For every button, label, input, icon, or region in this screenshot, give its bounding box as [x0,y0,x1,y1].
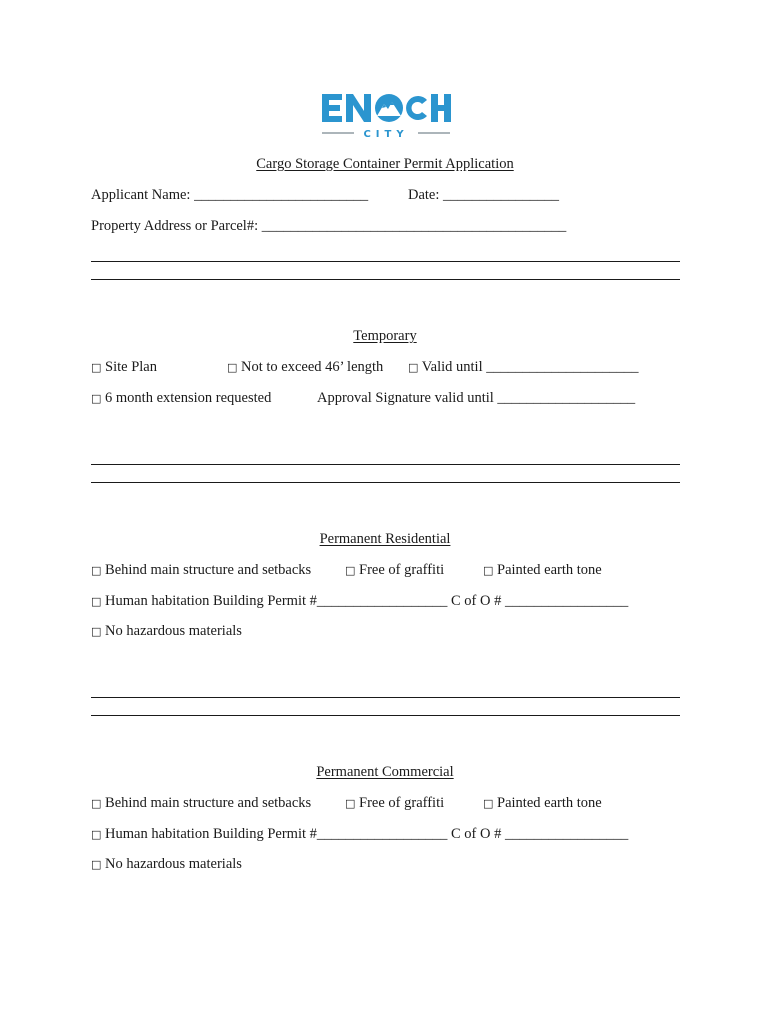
checkbox-label: Human habitation Building Permit #__________________ C of O # _________________ [105,826,629,842]
checkbox-label: 6 month extension requested [105,390,272,406]
enoch-city-logo [318,88,454,140]
checkbox-icon[interactable]: □ [91,797,102,810]
property-address-field[interactable]: Property Address or Parcel#: __________________________________________ [91,218,567,234]
checkbox-label: No hazardous materials [105,623,242,639]
checkbox-com-earth-tone[interactable] [483,794,602,813]
checkbox-com-habitation[interactable] [91,825,628,844]
checkbox-res-habitation[interactable] [91,592,628,611]
divider-line [91,482,680,483]
checkbox-icon[interactable]: □ [91,828,102,841]
form-title: Cargo Storage Container Permit Application [256,156,514,172]
checkbox-site-plan[interactable] [91,358,157,377]
checkbox-label: Valid until _____________________ [421,359,639,375]
checkbox-res-earth-tone[interactable] [483,561,602,580]
checkbox-label: Painted earth tone [497,795,602,811]
checkbox-com-hazardous[interactable] [91,855,242,874]
checkbox-res-graffiti[interactable] [345,561,444,580]
checkbox-label: Site Plan [105,359,157,375]
checkbox-icon[interactable]: □ [483,564,494,577]
checkbox-res-behind-structure[interactable] [91,561,311,580]
checkbox-icon[interactable]: □ [227,361,238,374]
section-heading-commercial: Permanent Commercial [316,764,454,780]
checkbox-label: Behind main structure and setbacks [105,795,312,811]
checkbox-valid-until[interactable] [408,358,638,377]
divider-line [91,279,680,280]
checkbox-icon[interactable]: □ [91,361,102,374]
divider-line [91,261,680,262]
checkbox-icon[interactable]: □ [408,361,419,374]
divider-line [91,697,680,698]
checkbox-label: Painted earth tone [497,562,602,578]
checkbox-icon[interactable]: □ [483,797,494,810]
approval-signature-field[interactable]: Approval Signature valid until ___________________ [317,390,636,406]
checkbox-icon[interactable]: □ [345,564,356,577]
checkbox-label: Not to exceed 46’ length [241,359,384,375]
checkbox-label: Behind main structure and setbacks [105,562,312,578]
checkbox-label: Free of graffiti [359,795,445,811]
checkbox-label: Free of graffiti [359,562,445,578]
checkbox-label: No hazardous materials [105,856,242,872]
section-heading-residential: Permanent Residential [319,531,451,547]
checkbox-length[interactable] [227,358,383,377]
divider-line [91,464,680,465]
svg-text:CITY: CITY [363,129,409,140]
checkbox-icon[interactable]: □ [91,595,102,608]
checkbox-icon[interactable]: □ [91,625,102,638]
checkbox-res-hazardous[interactable] [91,622,242,641]
checkbox-icon[interactable]: □ [345,797,356,810]
checkbox-com-graffiti[interactable] [345,794,444,813]
section-heading-temporary: Temporary [353,328,417,344]
date-field[interactable]: Date: ________________ [408,187,560,203]
checkbox-icon[interactable]: □ [91,392,102,405]
checkbox-com-behind-structure[interactable] [91,794,311,813]
checkbox-icon[interactable]: □ [91,858,102,871]
checkbox-extension[interactable] [91,389,271,408]
divider-line [91,715,680,716]
checkbox-icon[interactable]: □ [91,564,102,577]
applicant-name-field[interactable]: Applicant Name: ________________________ [91,187,369,203]
checkbox-label: Human habitation Building Permit #__________________ C of O # _________________ [105,593,629,609]
